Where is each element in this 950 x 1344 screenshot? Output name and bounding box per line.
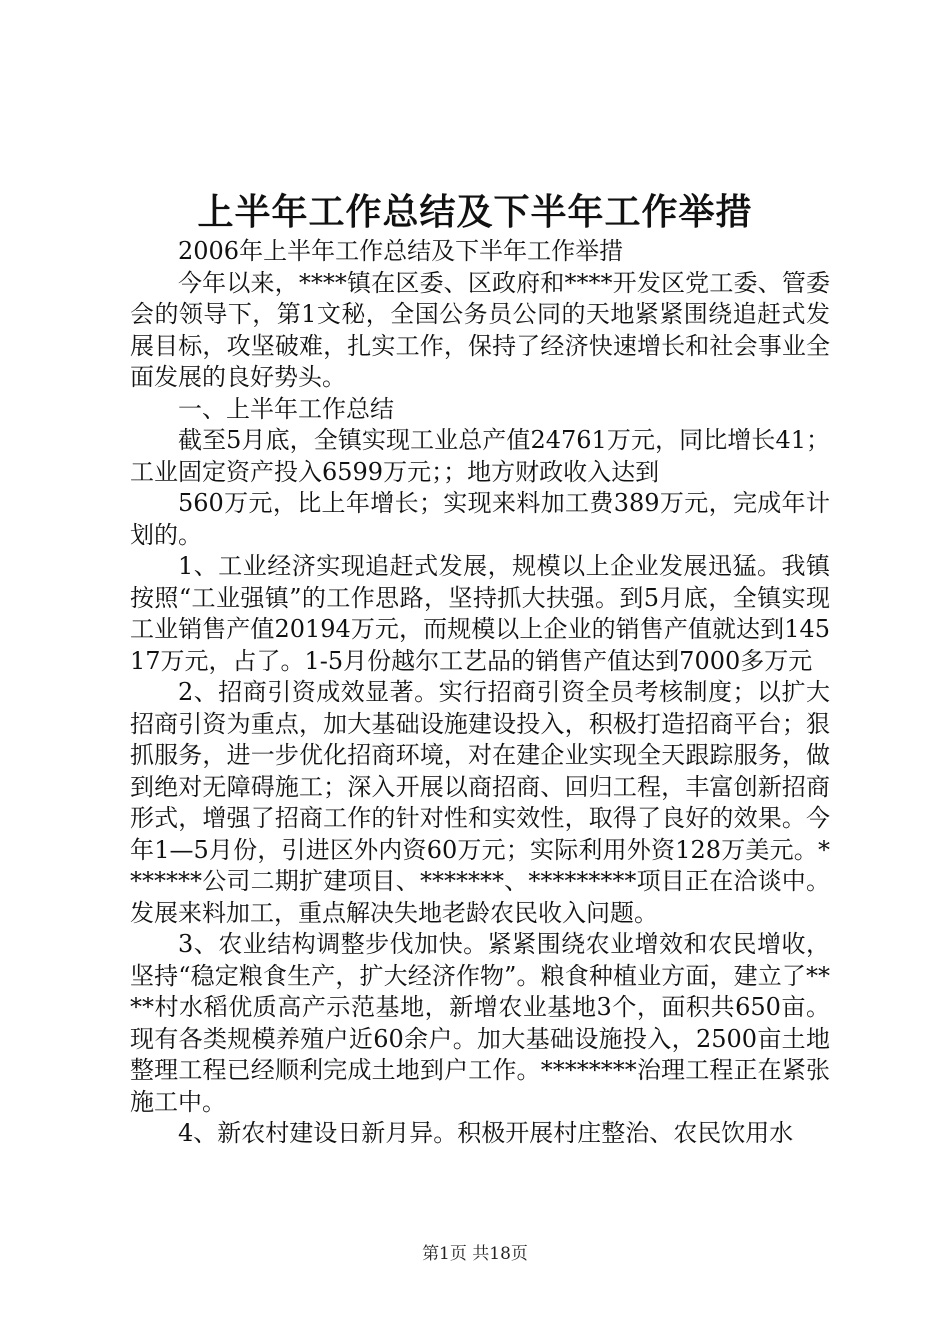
summary-continued-paragraph: 560万元，比上年增长；实现来料加工费389万元，完成年计划的。	[130, 489, 830, 549]
document-body	[130, 236, 830, 1150]
intro-paragraph: 今年以来，****镇在区委、区政府和****开发区党工委、管委会的领导下，第1文秘，全国公务员公同的天地紧紧围绕追赶式发展目标，攻坚破难，扎实工作，保持了经济快速增长和社会事业全面发展的良好势头。	[130, 268, 830, 391]
document-title: 上半年工作总结及下半年工作举措	[197, 191, 753, 233]
subtitle-paragraph: 2006年上半年工作总结及下半年工作举措	[178, 237, 624, 265]
page-number-footer: 第1页 共18页	[422, 1244, 528, 1264]
industry-paragraph: 1、工业经济实现追赶式发展，规模以上企业发展迅猛。我镇按照“工业强镇”的工作思路，坚持抓大扶强。到5月底，全镇实现工业销售产值20194万元，而规模以上企业的销售产值就达到14517万元，占了。1-5月份越尔工艺品的销售产值达到7000多万元	[130, 552, 830, 675]
agriculture-paragraph: 3、农业结构调整步伐加快。紧紧围绕农业增效和农民增收，坚持“稳定粮食生产，扩大经济作物”。粮食种植业方面，建立了****村水稻优质高产示范基地，新增农业基地3个，面积共650亩。现有各类规模养殖户近60余户。加大基础设施投入，2500亩土地整理工程已经顺利完成土地到户工作。********治理工程正在紧张施工中。	[130, 930, 830, 1116]
investment-paragraph: 2、招商引资成效显著。实行招商引资全员考核制度；以扩大招商引资为重点，加大基础设施建设投入，积极打造招商平台；狠抓服务，进一步优化招商环境，对在建企业实现全天跟踪服务，做到绝对无障碍施工；深入开展以商招商、回归工程，丰富创新招商形式，增强了招商工作的针对性和实效性，取得了良好的效果。今年1—5月份，引进区外内资60万元；实际利用外资128万美元。*******公司二期扩建项目、*******、*********项目正在洽谈中。发展来料加工，重点解决失地老龄农民收入问题。	[130, 678, 830, 927]
rural-construction-paragraph: 4、新农村建设日新月异。积极开展村庄整治、农民饮用水	[178, 1119, 794, 1147]
summary-paragraph: 截至5月底，全镇实现工业总产值24761万元，同比增长41；工业固定资产投入6599万元；；地方财政收入达到	[130, 426, 830, 486]
section-heading-first-half: 一、上半年工作总结	[178, 394, 394, 423]
